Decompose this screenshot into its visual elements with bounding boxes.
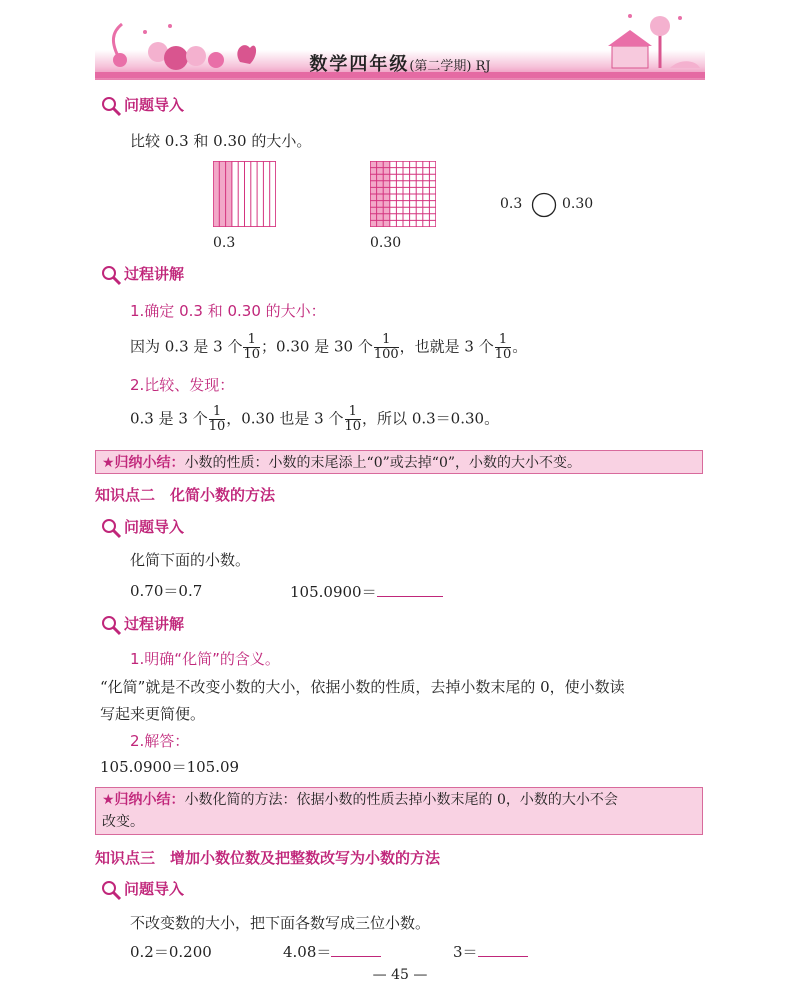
section1-step2-text: 0.3 是 3 个 $\frac{1}{10}$ ，0.30 也是 3 个 $\frac{1}{10}$ ，所以 0.3＝0.30。 (130, 404, 500, 434)
knowledge3-intro-heading: 问题导入 (100, 878, 184, 901)
summary-text-line2: 改变。 (102, 814, 144, 830)
section1-summary-box (95, 450, 703, 474)
magnifier-icon (100, 879, 122, 901)
fraction-1-10: $\frac{1}{10}$ (344, 404, 362, 434)
knowledge2-intro-text: 化简下面的小数。 (130, 551, 251, 569)
fraction-1-10: $\frac{1}{10}$ (494, 332, 512, 362)
answer-blank[interactable] (478, 941, 528, 957)
knowledge3-example3: 3＝ (453, 941, 528, 963)
magnifier-icon (100, 264, 122, 286)
page-header-title: 数学四年级(第二学期) RJ (309, 54, 491, 75)
section1-step2-title: 2.比较、发现： (130, 376, 235, 394)
summary-text: 小数的性质：小数的末尾添上“0”或去掉“0”，小数的大小不变。 (184, 455, 582, 471)
knowledge3-intro-text: 不改变数的大小，把下面各数写成三位小数。 (130, 914, 431, 932)
tenths-figure-label: 0.3 (213, 235, 236, 251)
knowledge2-example1: 0.70＝0.7 (130, 582, 203, 600)
knowledge-point-3-title: 知识点三 增加小数位数及把整数改写为小数的方法 (95, 849, 441, 867)
section1-step1-text: 因为 0.3 是 3 个 $\frac{1}{10}$ ；0.30 是 30 个 $\frac{1}{100}$ ，也就是 3 个 $\frac{1}{10}$ 。 (130, 332, 528, 362)
knowledge2-step1-text-line1: “化简”就是不改变小数的大小，依据小数的性质，去掉小数末尾的 0，使小数读 (100, 678, 625, 696)
compare-left: 0.3 (500, 196, 523, 212)
knowledge2-step1-title: 1.明确“化简”的含义。 (130, 650, 280, 668)
section1-intro-heading: 问题导入 (100, 94, 184, 117)
answer-blank[interactable] (331, 941, 381, 957)
answer-blank[interactable] (377, 580, 443, 597)
section1-process-heading: 过程讲解 (100, 263, 184, 286)
fraction-1-100: $\frac{1}{100}$ (373, 332, 399, 362)
hundredths-figure-label: 0.30 (370, 235, 402, 251)
knowledge2-intro-heading: 问题导入 (100, 516, 184, 539)
magnifier-icon (100, 95, 122, 117)
knowledge2-step1-text-line2: 写起来更简便。 (100, 705, 206, 723)
knowledge2-summary-box (95, 787, 703, 835)
fraction-1-10: $\frac{1}{10}$ (243, 332, 261, 362)
knowledge3-example2: 4.08＝ (283, 941, 381, 963)
compare-circle-blank[interactable] (531, 192, 557, 218)
summary-label: ★归纳小结： (102, 455, 185, 471)
knowledge-point-2-title: 知识点二 化简小数的方法 (95, 486, 276, 504)
knowledge2-step2-title: 2.解答： (130, 732, 190, 750)
section1-step1-title: 1.确定 0.3 和 0.30 的大小： (130, 302, 326, 320)
knowledge2-process-heading: 过程讲解 (100, 613, 184, 636)
knowledge3-example1: 0.2＝0.200 (130, 943, 212, 961)
section1-intro-text: 比较 0.3 和 0.30 的大小。 (130, 132, 312, 150)
magnifier-icon (100, 614, 122, 636)
page-number: — 45 — (372, 967, 428, 983)
tenths-figure (213, 161, 276, 227)
knowledge2-example2: 105.0900＝ (290, 580, 443, 603)
summary-text-line1: 小数化简的方法：依据小数的性质去掉小数末尾的 0，小数的大小不会 (184, 792, 618, 808)
knowledge2-step2-text: 105.0900＝105.09 (100, 758, 240, 776)
summary-label: ★归纳小结： (102, 792, 185, 808)
header-subtitle: (第二学期) RJ (409, 59, 491, 74)
fraction-1-10: $\frac{1}{10}$ (208, 404, 226, 434)
magnifier-icon (100, 517, 122, 539)
compare-right: 0.30 (562, 196, 594, 212)
hundredths-figure (370, 161, 436, 227)
